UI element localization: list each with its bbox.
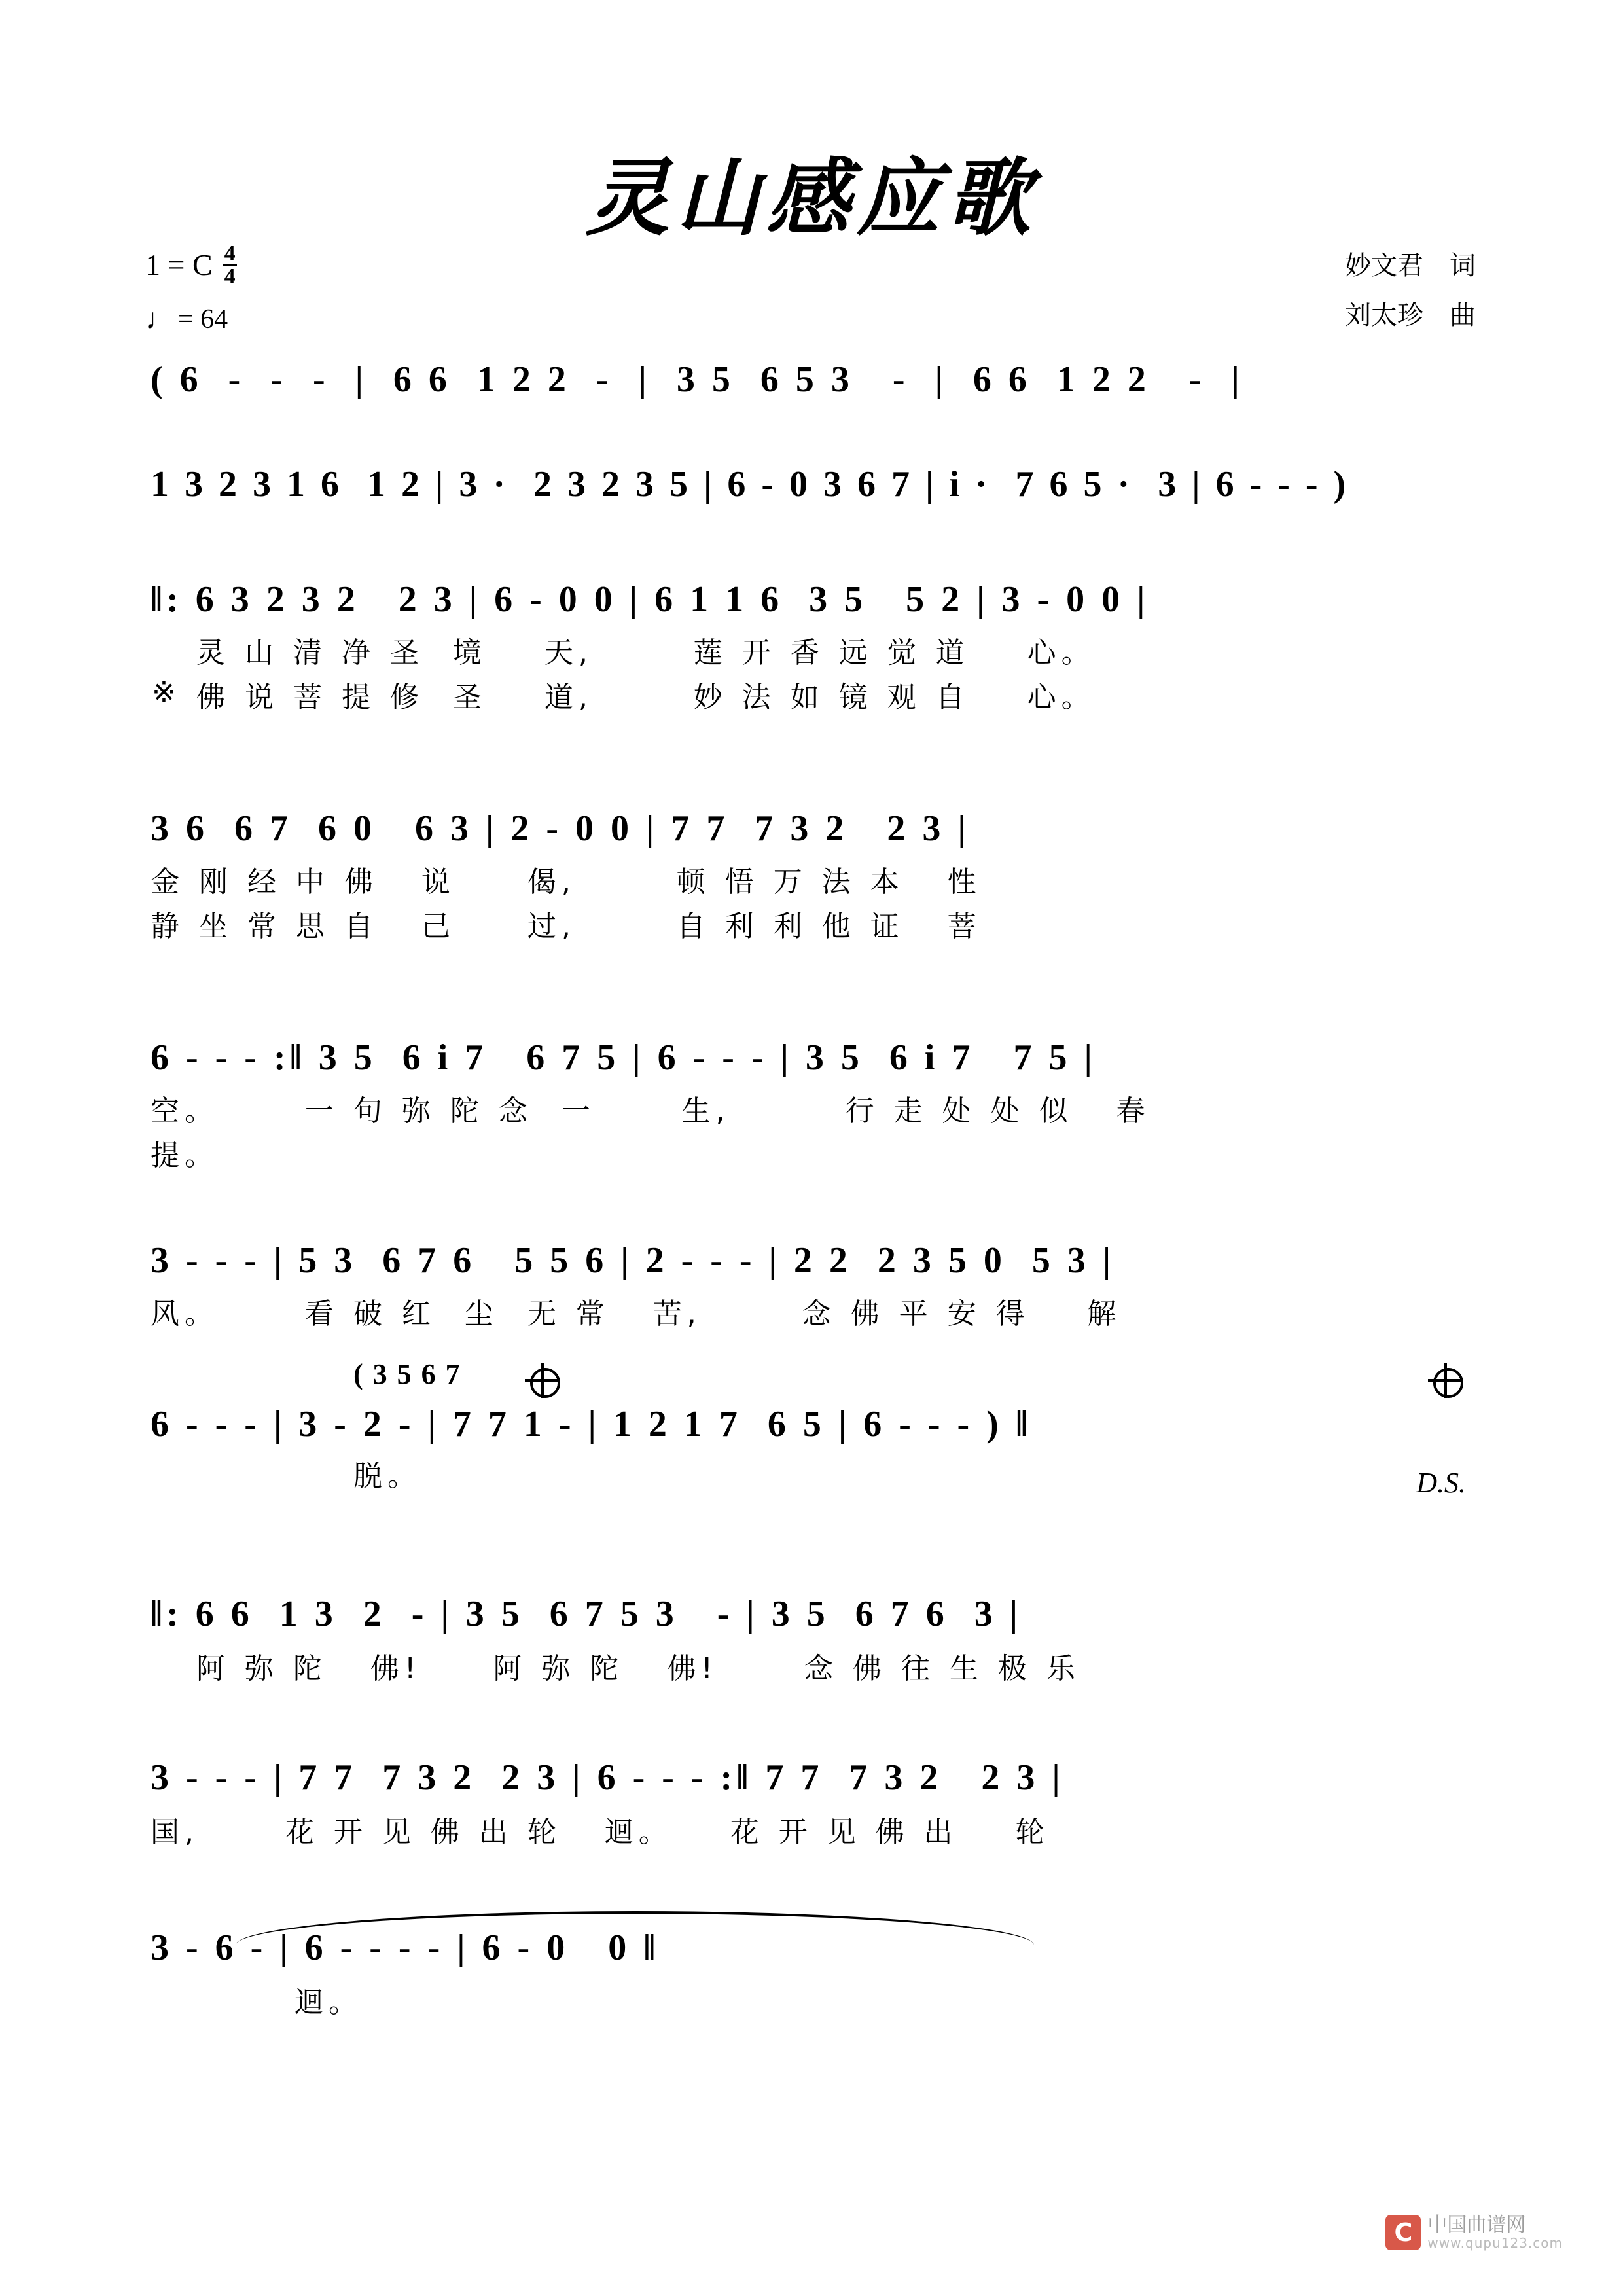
tempo-value: = 64 xyxy=(178,304,228,334)
system-6 xyxy=(0,1590,1623,1715)
system-5-lyrics-verse-1: 脱。 xyxy=(353,1460,421,1493)
system-5 xyxy=(0,1358,1623,1538)
credits xyxy=(1345,241,1476,340)
intro-line-1-notes: ( 6 - - - | 6 6 1 2 2 - | 3 5 6 5 3 - | 6 6 1 2 2 - | xyxy=(151,359,1243,400)
page-title: 灵山感应歌 xyxy=(585,149,1037,247)
time-signature xyxy=(223,243,237,288)
ds-marking: D.S. xyxy=(1416,1467,1466,1499)
system-5-notes: 6 - - - | 3 - 2 - | 7 7 1 - | 1 2 1 7 6 5 | 6 - - - ) ‖ xyxy=(151,1404,1031,1444)
tie-arc xyxy=(236,1911,1034,1945)
lyricist-credit: 妙文君 词 xyxy=(1345,251,1476,280)
system-7-lyrics-verse-1: 国, 花 开 见 佛 出 轮 迴。 花 开 见 佛 出 轮 xyxy=(151,1816,1050,1849)
system-4-lyrics-verse-1: 风。 看 破 红 尘 无 常 苦, 念 佛 平 安 得 解 xyxy=(151,1297,1122,1331)
system-1 xyxy=(0,576,1623,720)
system-8-notes: 3 - 6 - | 6 - - - - | 6 - 0 0 ‖ xyxy=(151,1928,660,1968)
system-2 xyxy=(0,805,1623,949)
system-1-notes: ‖: 6 3 2 3 2 2 3 | 6 - 0 0 | 6 1 1 6 3 5 5 2 | 3 - 0 0 | xyxy=(151,579,1149,620)
system-8-lyrics-verse-1: 迴。 xyxy=(294,1986,363,2019)
system-4-notes: 3 - - - | 5 3 6 7 6 5 5 6 | 2 - - - | 2 2 2 3 5 0 5 3 | xyxy=(151,1240,1115,1281)
system-3-lyrics-verse-1: 空。 一 句 弥 陀 念 一 生, 行 走 处 处 似 春 xyxy=(151,1094,1150,1128)
system-7-notes: 3 - - - | 7 7 7 3 2 2 3 | 6 - - - :‖ 7 7 7 3 2 2 3 | xyxy=(151,1757,1064,1798)
composer-credit: 刘太珍 曲 xyxy=(1345,300,1476,330)
system-5-grace-notes: ( 3 5 6 7 xyxy=(353,1358,461,1390)
watermark-logo-icon: C xyxy=(1385,2215,1421,2250)
intro-line-1 xyxy=(0,353,1623,416)
coda-icon-right xyxy=(1433,1368,1463,1398)
system-6-notes: ‖: 6 6 1 3 2 - | 3 5 6 7 5 3 - | 3 5 6 7 6 3 | xyxy=(151,1594,1022,1634)
time-signature-denominator: 4 xyxy=(224,264,236,289)
system-2-lyrics-verse-1: 金 刚 经 中 佛 说 偈, 顿 悟 万 法 本 性 xyxy=(151,865,982,899)
system-2-lyrics-verse-2: 静 坐 常 思 自 己 过, 自 利 利 他 证 菩 xyxy=(151,910,982,943)
tempo-marking xyxy=(145,304,237,335)
watermark-text xyxy=(1427,2214,1563,2250)
system-3 xyxy=(0,1034,1623,1185)
intro-line-2 xyxy=(0,458,1623,521)
system-6-lyrics-verse-1: 阿 弥 陀 佛! 阿 弥 陀 佛! 念 佛 往 生 极 乐 xyxy=(196,1652,1080,1685)
system-1-lyrics-verse-1: 灵 山 清 净 圣 境 天, 莲 开 香 远 觉 道 心。 xyxy=(196,636,1096,670)
system-3-notes: 6 - - - :‖ 3 5 6 i 7 6 7 5 | 6 - - - | 3 5 6 i 7 7 5 | xyxy=(151,1037,1096,1078)
system-2-notes: 3 6 6 7 6 0 6 3 | 2 - 0 0 | 7 7 7 3 2 2 3 | xyxy=(151,808,970,849)
watermark-site-name: 中国曲谱网 xyxy=(1427,2214,1526,2236)
watermark xyxy=(1385,2214,1563,2250)
key-tempo-block xyxy=(145,242,237,335)
system-7 xyxy=(0,1754,1623,1878)
system-1-lyrics-verse-2: 佛 说 菩 提 修 圣 道, 妙 法 如 镜 观 自 心。 xyxy=(196,681,1096,714)
quarter-note-icon: ♩ xyxy=(145,302,174,335)
intro-line-2-notes: 1 3 2 3 1 6 1 2 | 3 · 2 3 2 3 5 | 6 - 0 3 6 7 | i · 7 6 5 · 3 | 6 - - - ) xyxy=(151,464,1349,505)
system-8 xyxy=(0,1924,1623,2049)
time-signature-numerator: 4 xyxy=(224,242,236,266)
system-3-lyrics-verse-2: 提。 xyxy=(151,1139,219,1172)
key-signature: 1 = C xyxy=(145,248,213,281)
segno-icon: ※ xyxy=(152,676,176,708)
system-4 xyxy=(0,1237,1623,1361)
watermark-site-url: www.qupu123.com xyxy=(1427,2235,1563,2251)
coda-icon-left xyxy=(530,1368,560,1398)
